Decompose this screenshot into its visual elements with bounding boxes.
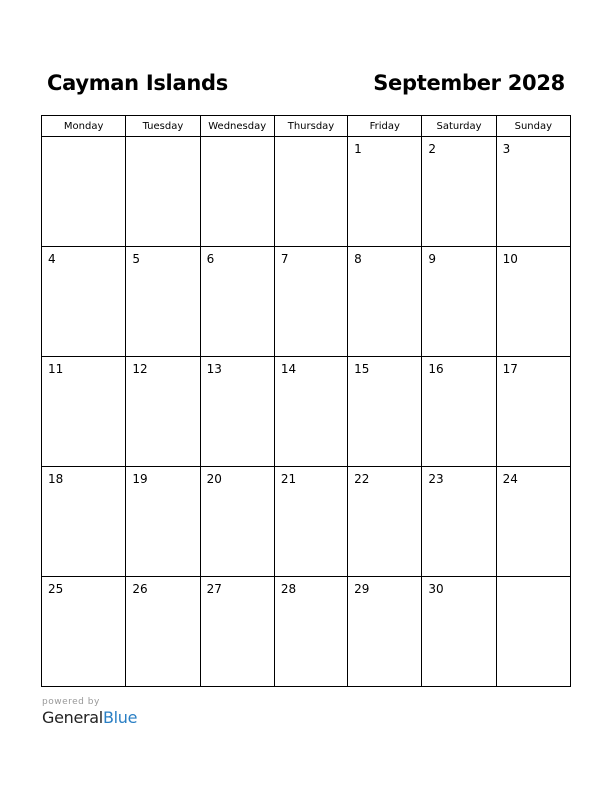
day-cell xyxy=(348,467,422,577)
weekday-monday: Monday xyxy=(42,116,126,137)
day-number: 5 xyxy=(132,252,140,266)
weekday-wednesday: Wednesday xyxy=(200,116,274,137)
month-year-title: September 2028 xyxy=(373,71,565,95)
day-cell xyxy=(496,247,570,357)
weekday-header-row xyxy=(42,116,571,137)
day-number: 22 xyxy=(354,472,370,486)
day-number: 21 xyxy=(280,472,297,486)
day-cell xyxy=(42,577,126,687)
day-cell xyxy=(496,137,570,247)
calendar-grid xyxy=(41,115,571,687)
day-cell xyxy=(42,247,126,357)
day-number: 13 xyxy=(206,362,222,376)
day-number: 4 xyxy=(48,252,56,266)
day-number: 3 xyxy=(502,142,511,156)
week-row xyxy=(42,247,571,357)
week-row xyxy=(42,357,571,467)
day-cell xyxy=(274,467,347,577)
day-number: 30 xyxy=(428,582,444,596)
week-row xyxy=(42,577,571,687)
day-number: 23 xyxy=(428,472,444,486)
day-number: 26 xyxy=(132,582,148,596)
day-number: 1 xyxy=(354,142,362,156)
weekday-friday: Friday xyxy=(348,116,422,137)
footer-branding xyxy=(42,697,137,727)
day-number xyxy=(275,137,347,142)
day-cell xyxy=(274,357,347,467)
day-number xyxy=(126,137,199,142)
day-number: 7 xyxy=(280,252,289,266)
day-cell xyxy=(348,247,422,357)
day-cell xyxy=(126,247,200,357)
day-number: 10 xyxy=(502,252,518,266)
day-cell xyxy=(422,247,496,357)
powered-by-text: powered by xyxy=(42,697,100,707)
weekday-saturday: Saturday xyxy=(422,116,496,137)
day-number: 16 xyxy=(428,362,444,376)
day-number: 17 xyxy=(502,362,518,376)
weekday-tuesday: Tuesday xyxy=(126,116,200,137)
day-cell xyxy=(126,577,200,687)
day-number: 18 xyxy=(48,472,64,486)
day-cell xyxy=(422,577,496,687)
day-cell xyxy=(422,467,496,577)
day-number xyxy=(201,137,274,142)
day-cell xyxy=(126,137,200,247)
day-cell xyxy=(200,577,274,687)
day-number: 19 xyxy=(132,472,148,486)
day-cell xyxy=(200,357,274,467)
day-cell xyxy=(274,577,347,687)
day-number: 24 xyxy=(502,472,518,486)
day-number: 25 xyxy=(48,582,64,596)
day-number xyxy=(497,577,570,582)
day-number: 6 xyxy=(206,252,215,266)
day-number: 29 xyxy=(354,582,370,596)
day-number: 27 xyxy=(206,582,222,596)
day-cell xyxy=(274,137,347,247)
weekday-thursday: Thursday xyxy=(274,116,347,137)
day-number: 12 xyxy=(132,362,148,376)
brand-blue: Blue xyxy=(102,708,138,727)
day-number: 8 xyxy=(354,252,362,266)
day-cell xyxy=(42,467,126,577)
day-number: 15 xyxy=(354,362,370,376)
day-cell xyxy=(200,137,274,247)
day-number xyxy=(42,137,125,142)
day-number: 20 xyxy=(206,472,222,486)
day-number: 28 xyxy=(280,582,297,596)
day-cell xyxy=(42,357,126,467)
day-cell xyxy=(496,357,570,467)
weekday-sunday: Sunday xyxy=(496,116,570,137)
country-title: Cayman Islands xyxy=(47,71,228,95)
day-number: 14 xyxy=(280,362,297,376)
day-cell xyxy=(348,357,422,467)
generalblue-logo[interactable] xyxy=(42,708,137,727)
week-row xyxy=(42,137,571,247)
day-cell xyxy=(348,577,422,687)
week-row xyxy=(42,467,571,577)
day-number: 9 xyxy=(428,252,437,266)
day-cell xyxy=(126,357,200,467)
day-cell xyxy=(496,577,570,687)
day-cell xyxy=(496,467,570,577)
day-cell xyxy=(126,467,200,577)
day-number: 11 xyxy=(48,362,64,376)
day-cell xyxy=(274,247,347,357)
day-cell xyxy=(200,467,274,577)
day-cell xyxy=(422,357,496,467)
day-cell xyxy=(200,247,274,357)
day-cell xyxy=(348,137,422,247)
day-number: 2 xyxy=(428,142,437,156)
brand-general: General xyxy=(42,708,103,727)
day-cell xyxy=(422,137,496,247)
day-cell xyxy=(42,137,126,247)
